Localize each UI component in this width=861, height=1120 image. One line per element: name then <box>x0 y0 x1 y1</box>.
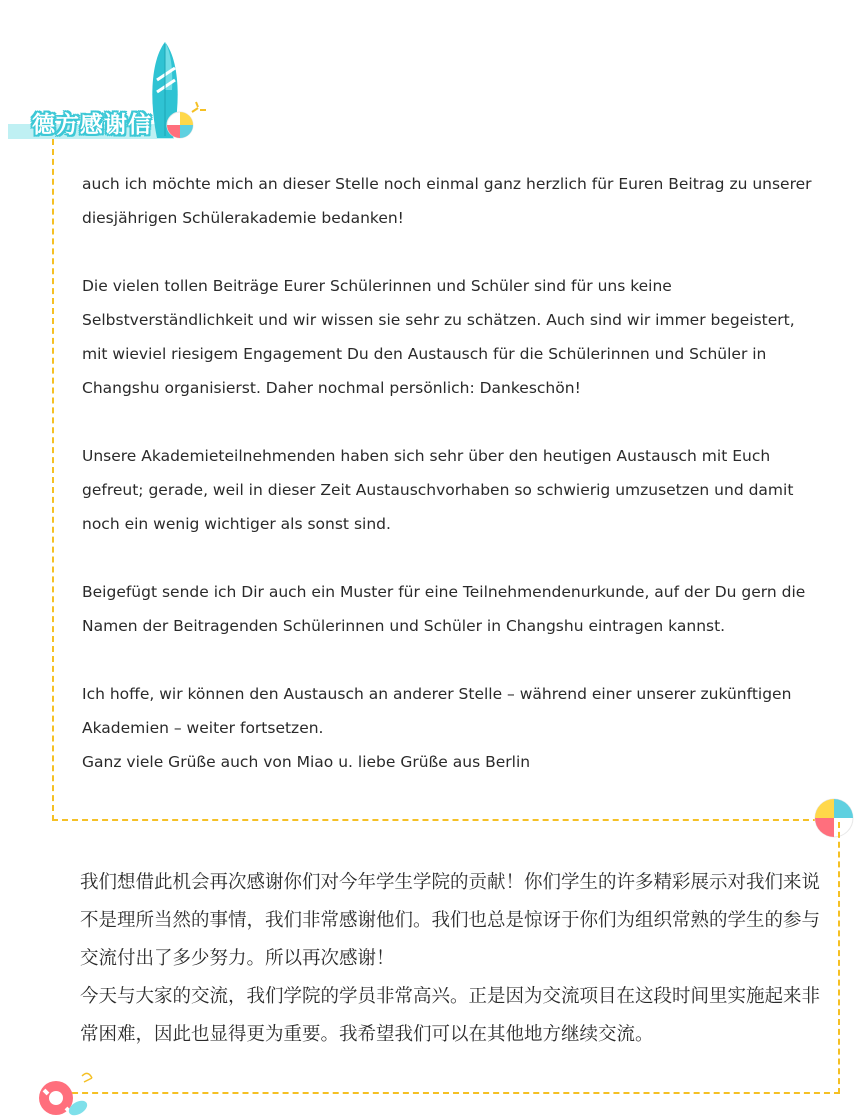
german-paragraph-2: Die vielen tollen Beiträge Eurer Schülerinnen und Schüler sind für uns keine Selbstverständlichkeit und wir wissen sie sehr zu schätzen. Auch sind wir immer begeistert, mit wieviel riesigem Engagement Du den Austausch für die Schülerinnen und Schüler in Changshu organisierst. Daher nochmal persönlich: Dankeschön! <box>82 277 795 397</box>
chinese-paragraph-2: 今天与大家的交流，我们学院的学员非常高兴。正是因为交流项目在这段时间里实施起来非常困难，因此也显得更为重要。我希望我们可以在其他地方继续交流。 <box>80 986 821 1045</box>
german-closing: Ganz viele Grüße auch von Miao u. liebe Grüße aus Berlin <box>82 753 531 771</box>
german-paragraph-3: Unsere Akademieteilnehmenden haben sich sehr über den heutigen Austausch mit Euch gefreut; gerade, weil in dieser Zeit Austauschvorhaben so schwierig umzusetzen und damit noch ein wenig wichtiger als sonst sind. <box>82 447 794 533</box>
chinese-letter-body <box>80 864 820 1054</box>
swim-ring-icon <box>36 1068 100 1120</box>
german-paragraph-4: Beigefügt sende ich Dir auch ein Muster für eine Teilnehmendenurkunde, auf der Du gern die Namen der Beitragenden Schülerinnen und Schüler in Changshu eintragen kannst. <box>82 583 806 635</box>
german-paragraph-1: auch ich möchte mich an dieser Stelle noch einmal ganz herzlich für Euren Beitrag zu unserer diesjährigen Schülerakademie bedanken! <box>82 175 812 227</box>
german-paragraph-5: Ich hoffe, wir können den Austausch an anderer Stelle – während einer unserer zukünftigen Akademien – weiter fortsetzen. <box>82 685 792 737</box>
chinese-paragraph-1: 我们想借此机会再次感谢你们对今年学生学院的贡献！你们学生的许多精彩展示对我们来说不是理所当然的事情，我们非常感谢他们。我们也总是惊讶于你们为组织常熟的学生的参与交流付出了多少努力。所以再次感谢！ <box>80 872 821 969</box>
beach-ball-icon <box>165 110 195 140</box>
german-letter-body <box>82 167 822 779</box>
header-title: 德方感谢信 <box>32 112 152 138</box>
